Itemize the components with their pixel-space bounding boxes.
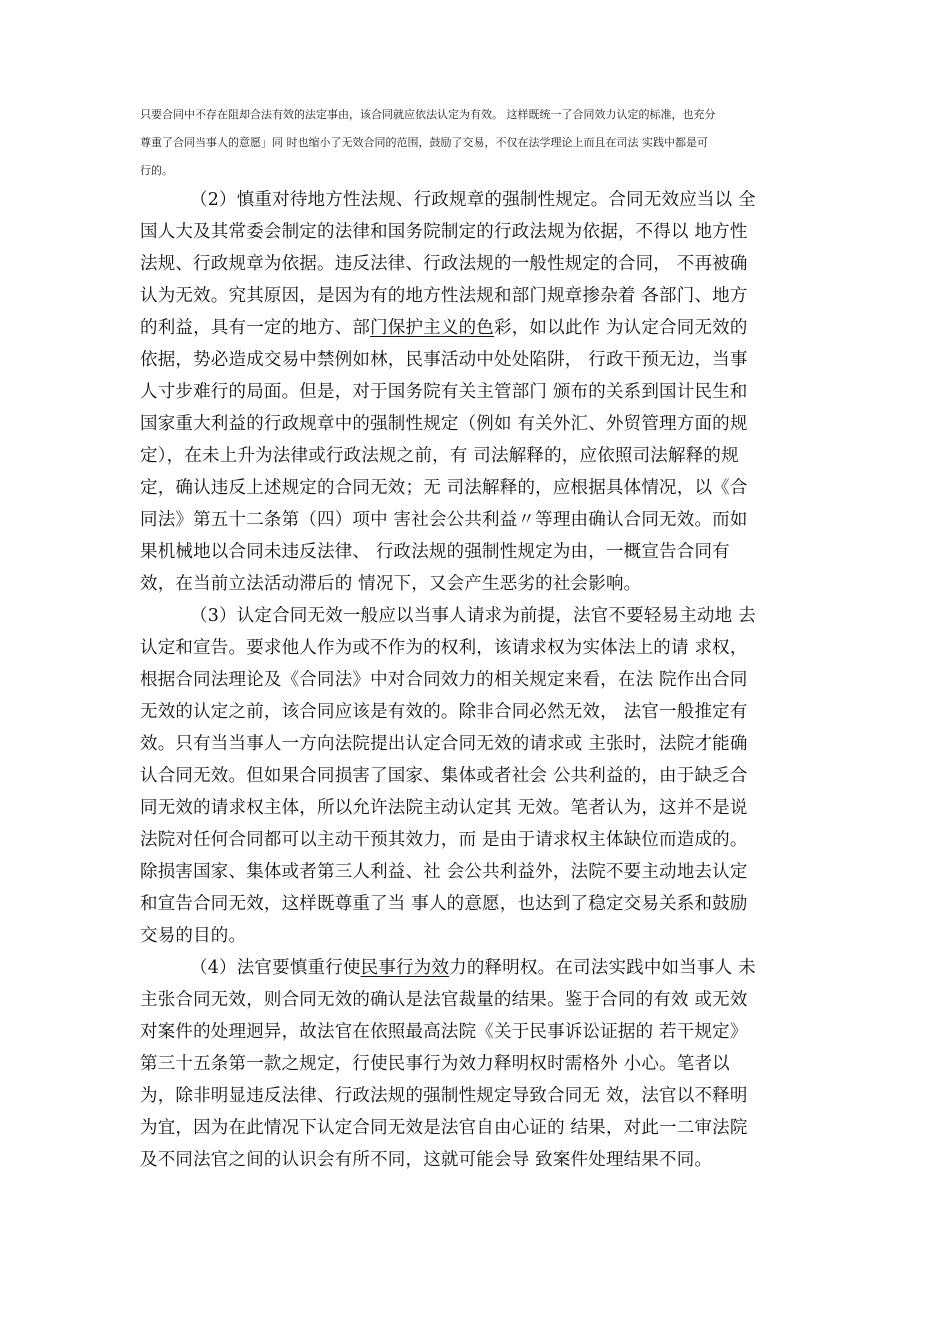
para3-line: 认定和宣告。要求他人作为或不作为的权利，该请求权为实体法上的请 求权，	[140, 638, 748, 658]
para3-line: 根据合同法理论及《合同法》中对合同效力的相关规定来看，在法 院作出合同	[140, 670, 748, 690]
intro-line: 只要合同中不存在阻却合法有效的法定事由，该合同就应依法认定为有效。 这样既统一了合同效力认定的标准，也充分	[140, 108, 716, 121]
para2-line	[140, 312, 820, 344]
para4-line: 主张合同无效，则合同无效的确认是法官裁量的结果。鉴于合同的有效 或无效	[140, 990, 748, 1010]
para2-line: 国家重大利益的行政规章中的强制性规定（例如 有关外汇、外贸管理方面的规	[140, 414, 748, 434]
intro-line: 行的。	[140, 164, 173, 177]
para4-line: 对案件的处理迥异，故法官在依照最高法院《关于民事诉讼证据的 若干规定》	[140, 1022, 748, 1042]
para3-line: 无效的认定之前，该合同应该是有效的。除非合同必然无效， 法官一般推定有	[140, 702, 748, 722]
para2-line: 效，在当前立法活动滞后的 情况下，又会产生恶劣的社会影响。	[140, 574, 642, 594]
para3-line: 法院对任何合同都可以主动干预其效力，而 是由于请求权主体缺位而造成的。	[140, 830, 748, 850]
para4-line: 为，除非明显违反法律、行政法规的强制性规定导致合同无 效，法官以不释明	[140, 1086, 748, 1106]
main-text	[140, 184, 820, 1176]
para2-line: 国人大及其常委会制定的法律和国务院制定的行政法规为依据，不得以 地方性	[140, 222, 748, 242]
para4-line: 及不同法官之间的认识会有所不同，这就可能会导 致案件处理结果不同。	[140, 1150, 713, 1170]
intro-line: 尊重了合同当事人的意愿」同 时也缩小了无效合同的范围，鼓励了交易，不仅在法学理论上而且在司法 实践中都是可	[140, 136, 708, 149]
para2-line: 认为无效。究其原因，是因为有的地方性法规和部门规章掺杂着 各部门、地方	[140, 286, 748, 306]
para3-line: 认合同无效。但如果合同损害了国家、集体或者社会 公共利益的，由于缺乏合	[140, 766, 748, 786]
para4-line	[140, 952, 820, 984]
para2-text: 彩，如以此作 为认定合同无效的	[494, 318, 748, 338]
para4-line: 为宜，因为在此情况下认定合同无效是法官自由心证的 结果，对此一二审法院	[140, 1118, 748, 1138]
para2-line: 人寸步难行的局面。但是，对于国务院有关主管部门 颁布的关系到国计民生和	[140, 382, 748, 402]
para2-text: 的利益，具有一定的地方、部	[140, 318, 371, 338]
para2-line: 同法》第五十二条第（四）项中 害社会公共利益〃等理由确认合同无效。而如	[140, 510, 748, 530]
para2-line: 依据，势必造成交易中禁例如林，民事活动中处处陷阱， 行政干预无边，当事	[140, 350, 748, 370]
para4-text: 力的释明权。在司法实践中如当事人 未	[449, 958, 756, 978]
para2-line: 定），在未上升为法律或行政法规之前，有 司法解释的，应依照司法解释的规	[140, 446, 739, 466]
para4-text: （4）法官要慎重行使	[190, 958, 361, 978]
intro-paragraph	[140, 101, 820, 185]
para3-line: 交易的目的。	[140, 926, 247, 946]
underlined-text: 民事行为效	[360, 958, 450, 978]
para3-line: （3）认定合同无效一般应以当事人请求为前提，法官不要轻易主动地 去	[190, 606, 756, 626]
para2-line: （2）慎重对待地方性法规、行政规章的强制性规定。合同无效应当以 全	[190, 190, 756, 210]
para3-line: 效。只有当当事人一方向法院提出认定合同无效的请求或 主张时，法院才能确	[140, 734, 748, 754]
para2-line: 法规、行政规章为依据。违反法律、行政法规的一般性规定的合同， 不再被确	[140, 254, 748, 274]
para2-line: 果机械地以合同未违反法律、 行政法规的强制性规定为由，一概宣告合同有	[140, 542, 730, 562]
para3-line: 同无效的请求权主体，所以允许法院主动认定其 无效。笔者认为，这并不是说	[140, 798, 748, 818]
para4-line: 第三十五条第一款之规定，行使民事行为效力释明权时需格外 小心。笔者以	[140, 1054, 730, 1074]
para2-line: 定，确认违反上述规定的合同无效；无 司法解释的，应根据具体情况，以《合	[140, 478, 748, 498]
para3-line: 和宣告合同无效，这样既尊重了当 事人的意愿，也达到了稳定交易关系和鼓励	[140, 894, 748, 914]
underlined-text: 门保护主义的色	[370, 318, 495, 338]
para3-line: 除损害国家、集体或者第三人利益、社 会公共利益外，法院不要主动地去认定	[140, 862, 748, 882]
